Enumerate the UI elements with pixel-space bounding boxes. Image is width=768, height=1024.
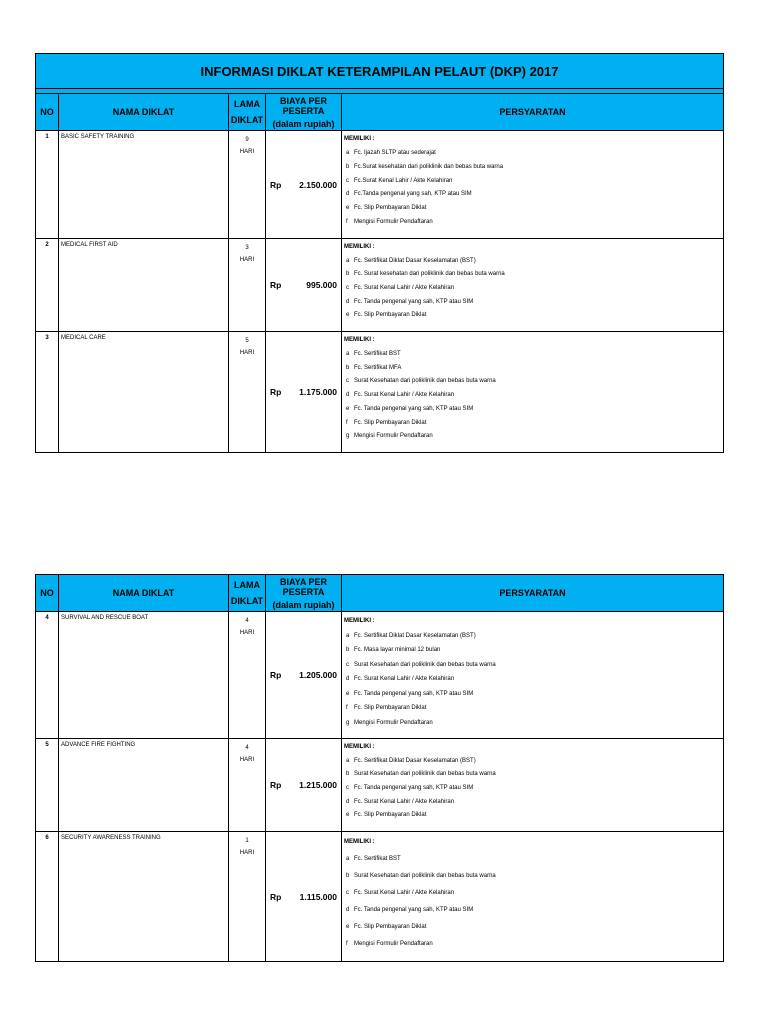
header-lama-line1: LAMA [234,99,260,109]
req-text: Fc. Tanda pengenal yang sah, KTP atau SIM [354,907,474,913]
req-letter: e [346,405,350,412]
req-text: Fc. Surat Kenal Lahir / Akte Kelahiran [354,285,455,292]
req-item [344,147,723,161]
req-text: Fc. Sertifikat Diklat Dasar Keselamatan (BST) [354,757,476,764]
req-letter: b [346,873,350,879]
req-letter: b [346,647,350,653]
header-biaya-line2: PESERTA [282,586,325,597]
cell-lama [229,239,266,331]
cell-lama-unit: HARI [239,850,255,856]
req-text: Fc. Slip Pembayaran Diklat [354,205,427,212]
req-letter: b [346,364,350,371]
cell-persyaratan [342,832,723,961]
table-row [36,239,723,332]
req-letter: c [346,177,349,184]
req-item [344,796,723,810]
req-text: Fc. Sertifikat MFA [354,364,402,371]
header-lama-line2: DIKLAT [230,596,264,606]
req-text: Fc. Sertifikat Diklat Dasar Keselamatan (BST) [354,632,476,639]
req-heading: MEMILIKI : [344,136,375,142]
cell-lama-value: 5 [245,338,249,344]
req-text: Fc.Surat kesehatan dari poliklinik dan bebas buta warna [354,163,504,170]
req-item [344,643,723,658]
req-item [344,403,723,417]
req-text: Fc. Tanda pengenal yang sah, KTP atau SIM [354,405,474,412]
req-text: Fc. Surat kesehatan dari poliklinik dan bebas buta warna [354,271,505,278]
req-heading: MEMILIKI : [344,337,375,343]
req-item [344,296,723,310]
cell-nama-diklat: ADVANCE FIRE FIGHTING [59,739,229,831]
header-lama-line1: LAMA [234,580,260,590]
cell-lama [229,131,266,238]
header-nama: NAMA DIKLAT [59,575,229,611]
table-body [36,131,723,452]
cell-biaya [266,832,342,961]
req-text: Fc. Slip Pembayaran Diklat [354,812,427,819]
req-text: Mengisi Formulir Pendaftaran [354,719,433,726]
req-text: Mengisi Formulir Pendaftaran [354,219,433,226]
req-item [344,885,723,902]
cell-biaya [266,239,342,331]
req-item [344,851,723,868]
cost-value: 1.205.000 [299,670,337,680]
cell-persyaratan [342,612,723,738]
req-heading: MEMILIKI : [344,839,375,845]
req-letter: d [346,907,350,913]
req-item [344,936,723,953]
cell-persyaratan [342,332,723,452]
req-text: Mengisi Formulir Pendaftaran [354,433,433,440]
cell-nama-diklat: SECURITY AWARENESS TRAINING [59,832,229,961]
req-letter: c [346,890,349,896]
cell-lama-value: 3 [245,245,249,251]
req-letter: a [346,856,350,862]
cell-lama [229,332,266,452]
cell-persyaratan [342,131,723,238]
header-biaya-line3: (dalam rupiah) [272,599,335,610]
req-item [344,658,723,673]
cell-lama-unit: HARI [239,630,255,636]
req-letter: d [346,392,350,398]
req-text: Fc. Sertifikat BST [354,350,401,357]
req-letter: f [346,705,348,711]
req-heading: MEMILIKI : [344,244,375,250]
table-row [36,612,723,739]
req-letter: b [346,163,350,170]
req-item [344,902,723,919]
req-text: Fc. Slip Pembayaran Diklat [354,419,427,426]
cell-nama-diklat: SURVIVAL AND RESCUE BOAT [59,612,229,738]
currency-label: Rp [270,179,282,190]
req-item [344,417,723,431]
cost-value: 1.215.000 [299,780,337,790]
req-item [344,716,723,731]
req-text: Fc. Surat Kenal Lahir / Akte Kelahiran [354,392,455,398]
header-biaya-line3: (dalam rupiah) [272,118,335,129]
cell-no: 1 [36,131,59,238]
table-header [36,575,723,612]
req-letter: c [346,785,349,792]
cell-lama [229,739,266,831]
req-letter: e [346,690,350,697]
cell-persyaratan [342,239,723,331]
req-item [344,755,723,769]
req-text: Fc. Masa layar minimal 12 bulan [354,647,441,653]
cell-biaya [266,612,342,738]
header-biaya-line1: BIAYA PER [279,95,328,106]
req-text: Fc. Tanda pengenal yang sah, KTP atau SIM [354,785,474,792]
page-title: INFORMASI DIKLAT KETERAMPILAN PELAUT (DKP) 2017 [36,54,723,89]
cell-no: 3 [36,332,59,452]
req-item [344,188,723,202]
req-text: Fc. Tanda pengenal yang sah, KTP atau SIM [354,298,474,305]
cost-value: 995.000 [306,280,337,290]
req-text: Surat Kesehatan dari poliklinik dan bebas buta warna [354,873,496,879]
table-1 [35,53,724,453]
cell-biaya [266,739,342,831]
req-letter: a [346,257,350,264]
req-text: Fc.Tanda pengenal yang sah, KTP atau SIM [354,191,472,198]
currency-label: Rp [270,387,282,397]
header-no: NO [36,575,59,611]
cost-value: 1.115.000 [299,891,337,902]
req-item [344,268,723,282]
req-item [344,768,723,782]
req-item [344,629,723,644]
req-item [344,687,723,702]
req-letter: e [346,312,350,319]
cell-lama-unit: HARI [239,149,255,155]
cell-no: 5 [36,739,59,831]
cell-lama-unit: HARI [239,257,255,263]
req-letter: f [346,941,348,947]
req-text: Fc. Surat Kenal Lahir / Akte Kelahiran [354,676,455,682]
req-text: Surat Kesehatan dari poliklinik dan bebas buta warna [354,378,496,385]
header-lama [229,94,266,130]
header-persyaratan: PERSYARATAN [499,107,566,117]
header-lama [229,575,266,611]
req-item [344,348,723,362]
req-text: Fc.Surat Kenal Lahir / Akte Kelahiran [354,177,453,184]
cell-nama-diklat: MEDICAL CARE [59,332,229,452]
req-letter: e [346,205,350,212]
table-header [36,94,723,131]
req-text: Fc. Surat Kenal Lahir / Akte Kelahiran [354,798,455,805]
table-row [36,131,723,239]
cell-lama-unit: HARI [239,350,255,356]
req-text: Fc. Surat Kenal Lahir / Akte Kelahiran [354,890,455,896]
req-text: Fc. Slip Pembayaran Diklat [354,705,427,711]
currency-label: Rp [270,280,282,290]
cell-lama-value: 9 [245,137,249,143]
req-letter: d [346,676,350,682]
req-letter: b [346,771,350,778]
req-letter: d [346,191,350,198]
req-letter: d [346,298,350,305]
cell-lama-unit: HARI [239,757,255,763]
req-item [344,782,723,796]
table-row [36,332,723,452]
header-biaya-line2: PESERTA [282,105,325,116]
cell-no: 6 [36,832,59,961]
req-letter: g [346,433,350,440]
cell-lama-value: 1 [245,838,249,844]
header-no: NO [36,94,59,130]
currency-label: Rp [270,670,282,680]
req-item [344,282,723,296]
req-letter: d [346,798,350,805]
table-row [36,832,723,961]
req-item [344,362,723,376]
table-2 [35,574,724,962]
req-text: Fc. Tanda pengenal yang sah, KTP atau SIM [354,690,474,697]
cell-lama [229,612,266,738]
req-item [344,389,723,403]
cost-value: 1.175.000 [299,387,337,397]
req-item [344,255,723,269]
req-letter: c [346,285,349,292]
header-persyaratan: PERSYARATAN [499,588,566,598]
cell-nama-diklat: MEDICAL FIRST AID [59,239,229,331]
req-item [344,309,723,323]
req-letter: a [346,350,350,357]
cell-no: 4 [36,612,59,738]
currency-label: Rp [270,891,282,902]
header-biaya [266,575,342,611]
req-letter: f [346,219,348,226]
req-item [344,375,723,389]
header-biaya-line1: BIAYA PER [279,576,328,587]
req-letter: e [346,924,350,930]
req-text: Surat Kesehatan dari poliklinik dan bebas buta warna [354,771,496,778]
cell-lama [229,832,266,961]
req-text: Mengisi Formulir Pendaftaran [354,941,433,947]
req-text: Surat Kesehatan dari poliklinik dan bebas buta warna [354,661,496,668]
req-item [344,430,723,444]
req-text: Fc. Sertifikat BST [354,856,401,862]
cell-lama-value: 4 [245,618,249,624]
table-row [36,739,723,832]
req-item [344,809,723,823]
cell-biaya [266,332,342,452]
req-letter: b [346,271,350,278]
cell-biaya [266,131,342,238]
req-item [344,216,723,230]
header-nama: NAMA DIKLAT [59,94,229,130]
req-text: Fc. Sertifikat Diklat Dasar Keselamatan (BST) [354,257,476,264]
req-text: Fc. Slip Pembayaran Diklat [354,312,427,319]
header-lama-line2: DIKLAT [230,115,264,125]
req-item [344,202,723,216]
req-letter: e [346,812,350,819]
req-letter: a [346,149,350,156]
req-heading: MEMILIKI : [344,744,375,750]
cell-persyaratan [342,739,723,831]
header-biaya [266,94,342,130]
req-letter: a [346,632,350,639]
req-item [344,175,723,189]
req-letter: c [346,378,349,385]
req-text: Fc. Slip Pembayaran Diklat [354,924,427,930]
cell-nama-diklat: BASIC SAFETY TRAINING [59,131,229,238]
cost-value: 2.150.000 [299,179,337,190]
cell-lama-value: 4 [245,745,249,751]
req-item [344,919,723,936]
req-item [344,161,723,175]
cell-no: 2 [36,239,59,331]
req-letter: f [346,419,348,426]
req-letter: a [346,757,350,764]
req-text: Fc. Ijazah SLTP atau sederajat [354,149,436,156]
req-letter: c [346,661,349,668]
req-item [344,701,723,716]
req-letter: g [346,719,350,726]
req-heading: MEMILIKI : [344,618,375,624]
req-item [344,868,723,885]
table-body [36,612,723,961]
req-item [344,672,723,687]
currency-label: Rp [270,780,282,790]
